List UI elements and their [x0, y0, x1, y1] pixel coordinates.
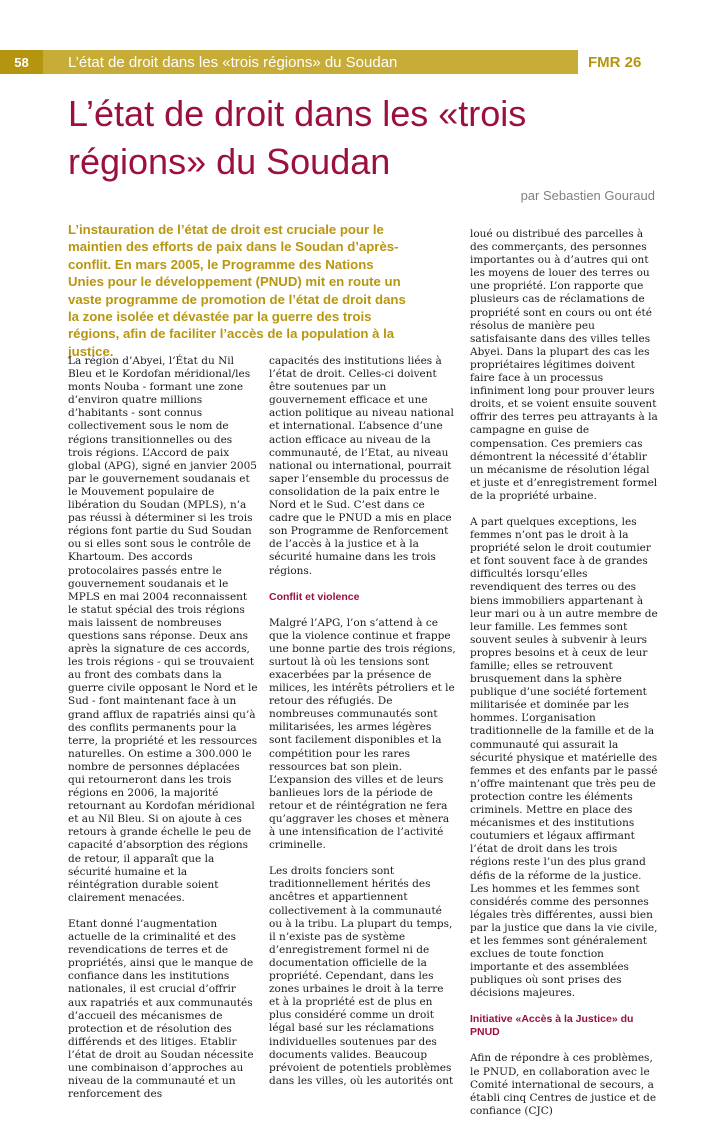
lede-paragraph: L’instauration de l’état de droit est cruciale pour le maintien des efforts de paix dans le Soudan d’après-conflit. En mars 2005, le Programme des Nations Unies pour le développement (PNUD) mit en route un vaste programme de promotion de l’état de droit dans la zone isolée et dévastée par la guerre des trois régions, afin de faciliter l’accès de la population à la justice. [68, 222, 406, 359]
text-column-1 [68, 355, 258, 1114]
paragraph: La région d’Abyei, l’État du Nil Bleu et le Kordofan méridional/les monts Nouba - formant une zone d’environ quatre millions d’habitants - sont connus collectivement sous le nom de régions transitionnelles ou des trois régions. L’Accord de paix global (APG), signé en janvier 2005 par le gouvernement soudanais et le Mouvement populaire de libération du Soudan (MPLS), n’a pas réussi à déterminer si les trois régions font partie du Sud Soudan ou si elles sont sous le contrôle de Khartoum. Des accords protocolaires passés entre le gouvernement soudanais et le MPLS en mai 2004 reconnaissent le statut spécial des trois régions mais laissent de nombreuses questions sans réponse. Deux ans après la signature de ces accords, les trois régions - qui se trouvaient au front des combats dans la guerre civile opposant le Nord et le Sud - font maintenant face à un grand afflux de rapatriés ainsi qu’à des conflits permanents pour la terre, la propriété et les ressources naturelles. On estime a 300.000 le nombre de personnes déplacées qui retourneront dans les trois régions en 2006, la majorité retournant au Kordofan méridional et au Nil Bleu. Si on ajoute à ces retours à grande échelle le peu de capacité d’absorption des régions de retour, il apparaît que la sécurité humaine et la réintégration durable soient clairement menacées. [68, 355, 258, 904]
section-heading-conflict: Conflit et violence [269, 590, 360, 603]
paragraph: Afin de répondre à ces problèmes, le PNUD, en collaboration avec le Comité international de secours, a établi cinq Centres de justice et de confiance (CJC) [470, 1052, 657, 1117]
running-header [0, 50, 725, 74]
article-title: L’état de droit dans les «trois régions» du Soudan [68, 93, 527, 182]
paragraph: Etant donné l’augmentation actuelle de la criminalité et des revendications de terres et de propriétés, ainsi que le manque de confiance dans les institutions nationales, il est crucial d’offrir aux rapatriés et aux communautés d’accueil des mécanismes de protection et de résolution des différends et des litiges. Etablir l’état de droit au Soudan nécessite une combinaison d’approches au niveau de la communauté et un renforcement des [68, 917, 254, 1101]
byline: par Sebastien Gouraud [520, 188, 655, 203]
paragraph: loué ou distribué des parcelles à des commerçants, des personnes importantes ou à d’autres qui ont les moyens de louer des terres ou une propriété. L’on rapporte que plusieurs cas de réclamations de propriété sont en cours ou ont été résolus de manière peu satisfaisante dans des villes telles Abyei. Dans la plupart des cas les propriétaires légitimes doivent faire face à un processus infiniment long pour prouver leurs droits, et se voient ensuite souvent offrir des terres peu attrayants à la campagne en guise de compensation. Ces premiers cas démontrent la nécessité d’établir un mécanisme de résolution légal et juste et d’enregistrement formel de la propriété urbaine. [470, 228, 658, 502]
issue-label: FMR 26 [588, 53, 642, 71]
running-title: L’état de droit dans les «trois régions» du Soudan [43, 50, 578, 74]
section-heading-initiative: Initiative «Accès à la Justice» du PNUD [470, 1013, 634, 1039]
paragraph: Les droits fonciers sont traditionnellement hérités des ancêtres et appartiennent collectivement à la communauté ou à la tribu. La plupart du temps, il n’existe pas de système d’enregistrement formel ni de documentation officielle de la propriété. Cependant, dans les zones urbaines le droit à la terre et à la propriété est de plus en plus considéré comme un droit légal basé sur les réclamations individuelles soutenues par des documents valides. Beaucoup prévoient de potentiels problèmes dans les villes, où les autorités ont [269, 865, 454, 1087]
paragraph: Malgré l’APG, l’on s’attend à ce que la violence continue et frappe une bonne partie des trois régions, surtout là où les tensions sont exacerbées par la présence de milices, les intérêts pétroliers et le retour des réfugiés. De nombreuses communautés sont militarisées, les armes légères sont facilement disponibles et la compétition pour les rares ressources bat son plein. L’expansion des villes et de leurs banlieues lors de la période de retour et de réintégration ne fera qu’aggraver les choses et mènera à une intensification de l’activité criminelle. [269, 616, 456, 852]
text-column-2 [269, 355, 457, 1101]
paragraph: capacités des institutions liées à l’état de droit. Celles-ci doivent être soutenues par un gouvernement efficace et une action politique au niveau national et international. L’absence d’une action efficace au niveau de la communauté, de l’Etat, au niveau national ou international, pourrait saper l’ensemble du processus de consolidation de la paix entre le Nord et le Sud. C’est dans ce cadre que le PNUD a mis en place son Programme de Renforcement de l’accès à la justice et à la sécurité humaine dans les trois régions. [269, 355, 454, 577]
text-column-3 [470, 228, 660, 1131]
page-number: 58 [0, 50, 43, 74]
paragraph: A part quelques exceptions, les femmes n’ont pas le droit à la propriété selon le droit coutumier et font souvent face à de grandes difficultés lorsqu’elles revendiquent des terres ou des biens immobiliers appartenant à leur mari ou à un autre membre de leur famille. Les femmes sont souvent seules à subvenir à leurs propres besoins et à ceux de leur famille; elles se retrouvent brusquement dans la sphère publique d’une société fortement militarisée et dominée par les hommes. L’organisation traditionnelle de la famille et de la communauté qui assurait la sécurité physique et matérielle des femmes et des enfants par le passé n’offre maintenant que très peu de protection contre les éléments criminels. Mettre en place des mécanismes et des institutions coutumiers et légaux affirmant l’état de droit dans les trois régions reste l’un des plus grand défis de la réforme de la justice. Les hommes et les femmes sont considérés comme des personnes légales très différentes, aussi bien par la justice que dans la vie civile, et les femmes sont généralement exclues de toute fonction importante et des assemblées publiques où sont prises des décisions majeures. [470, 515, 658, 1000]
